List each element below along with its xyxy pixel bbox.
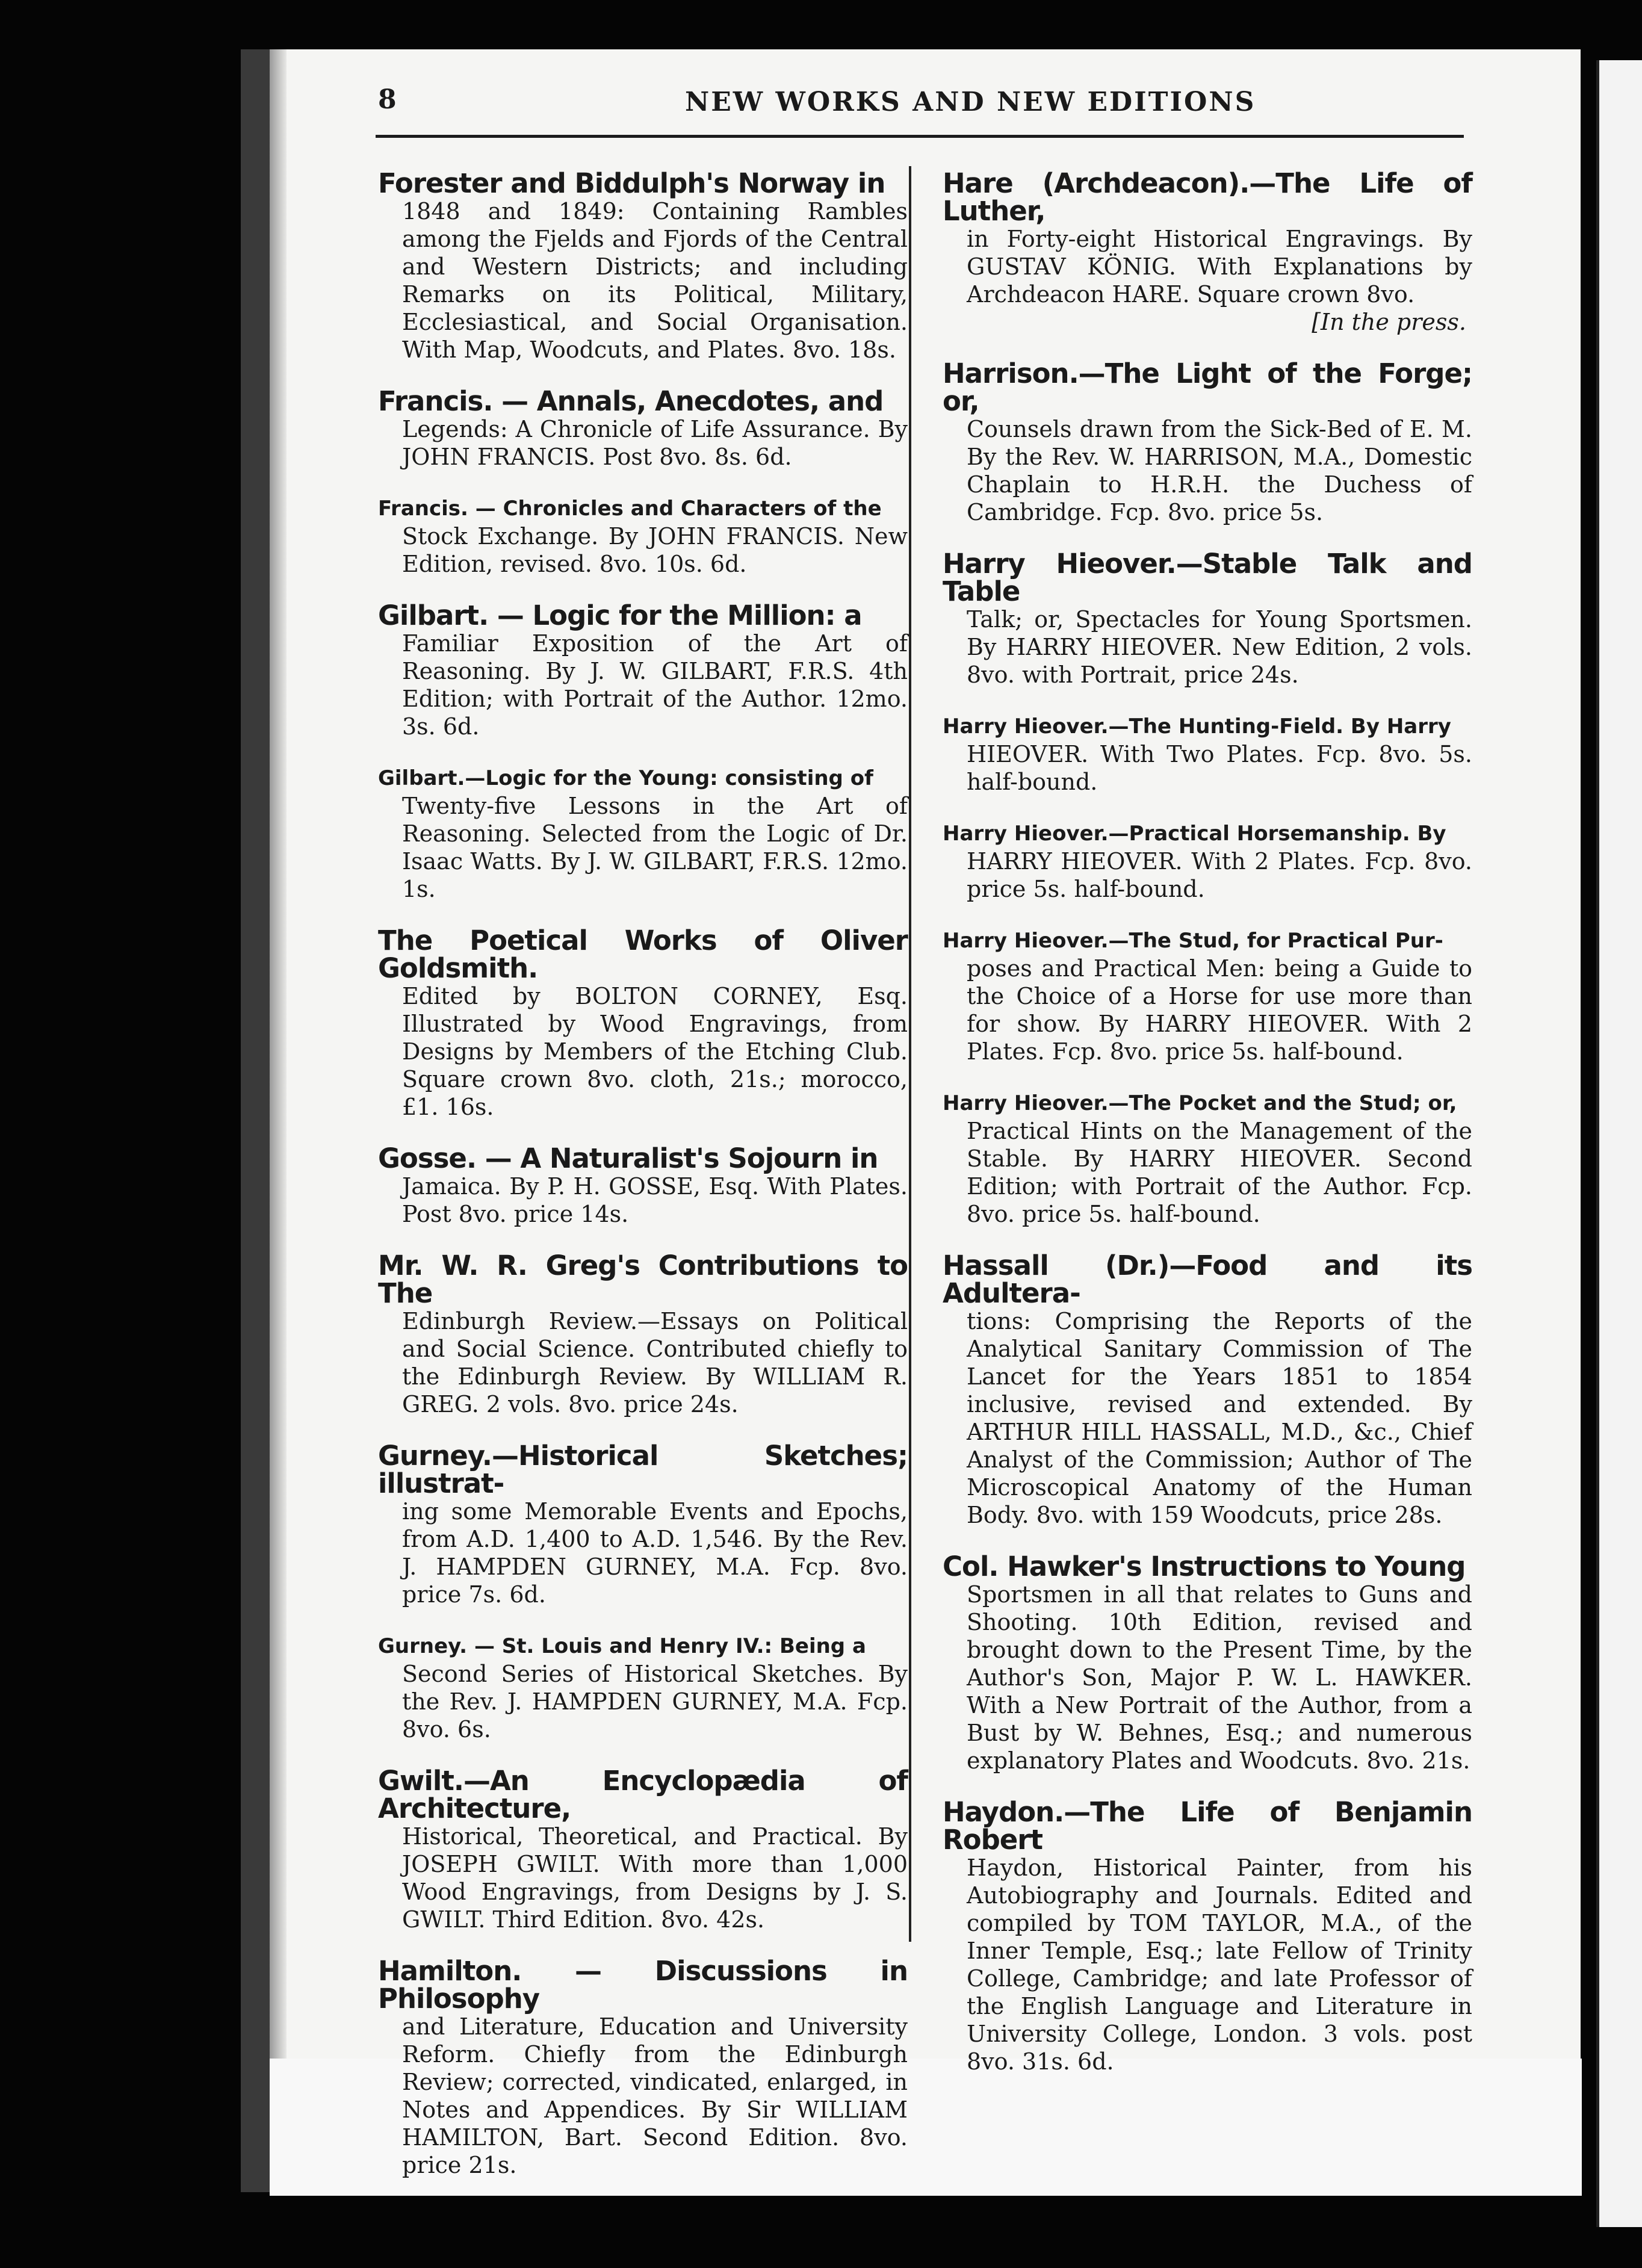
entry-heading: Col. Hawker's Instructions to Young [943, 1551, 1466, 1582]
entry-body: Historical, Theoretical, and Practical. By JOSEPH GWILT. With more than 1,000 Wood Engravings, from Designs by J. S. GWILT. Third Edition. 8vo. 42s. [402, 1823, 908, 1933]
entry-heading: Gosse. — A Naturalist's Sojourn in [378, 1142, 878, 1174]
catalog-entry [943, 820, 1472, 903]
entry-body: Edited by BOLTON CORNEY, Esq. Illustrated by Wood Engravings, from Designs by Members of the Etching Club. Square crown 8vo. cloth, 21s.; morocco, £1. 16s. [402, 983, 908, 1120]
entry-heading: Hassall (Dr.)—Food and its Adultera- [943, 1250, 1472, 1309]
entry-body: Stock Exchange. By JOHN FRANCIS. New Edition, revised. 8vo. 10s. 6d. [402, 523, 908, 577]
entry-heading: Gurney. — St. Louis and Henry IV.: Being a [378, 1634, 866, 1658]
entry-heading: Gurney.—Historical Sketches; illustrat- [378, 1440, 908, 1499]
entry-heading: Forester and Biddulph's Norway in [378, 167, 885, 199]
catalog-entry [943, 927, 1472, 1065]
entry-heading: Gilbart. — Logic for the Million: a [378, 600, 862, 631]
next-page-edge [1596, 60, 1642, 2227]
entry-body: Edinburgh Review.—Essays on Political and Social Science. Contributed chiefly to the Edinburgh Review. By WILLIAM R. GREG. 2 vols. 8vo. price 24s. [402, 1308, 908, 1418]
entry-heading: Haydon.—The Life of Benjamin Robert [943, 1796, 1472, 1856]
catalog-entry [943, 550, 1472, 689]
entry-body: Legends: A Chronicle of Life Assurance. By JOHN FRANCIS. Post 8vo. 8s. 6d. [402, 416, 908, 470]
entry-body: Twenty-five Lessons in the Art of Reasoning. Selected from the Logic of Dr. Isaac Watts. By J. W. GILBART, F.R.S. 12mo. 1s. [402, 793, 908, 902]
header-rule [376, 135, 1464, 138]
catalog-entry [943, 1252, 1472, 1529]
column-divider [909, 166, 911, 1942]
entry-body: Familiar Exposition of the Art of Reasoning. By J. W. GILBART, F.R.S. 4th Edition; with Portrait of the Author. 12mo. 3s. 6d. [402, 630, 908, 740]
entry-heading: Francis. — Chronicles and Characters of the [378, 497, 882, 521]
catalog-entry [378, 1252, 908, 1418]
catalog-entry [378, 167, 908, 364]
page-header [378, 84, 1461, 123]
catalog-entry [378, 764, 908, 903]
entry-body: poses and Practical Men: being a Guide to the Choice of a Horse for use more than for show. By HARRY HIEOVER. With 2 Plates. Fcp. 8vo. price 5s. half-bound. [967, 955, 1472, 1065]
catalog-entry [943, 713, 1472, 796]
press-note: [In the press. [1312, 309, 1466, 335]
entry-heading: Hare (Archdeacon).—The Life of Luther, [943, 167, 1472, 227]
page-number: 8 [378, 84, 397, 115]
catalog-entry [943, 1796, 1472, 2075]
entry-heading: Harry Hieover.—Practical Horsemanship. By [943, 822, 1446, 846]
entry-heading: Harry Hieover.—The Hunting-Field. By Harry [943, 714, 1451, 739]
entry-body: Sportsmen in all that relates to Guns and Shooting. 10th Edition, revised and brought down to the Present Time, by the Author's Son, Major P. W. L. HAWKER. With a New Portrait of the Author, from a Bust by W. Behnes, Esq.; and numerous explanatory Plates and Woodcuts. 8vo. 21s. [967, 1581, 1472, 1774]
entry-heading: The Poetical Works of Oliver Goldsmith. [378, 925, 908, 984]
catalog-entry [378, 385, 908, 471]
catalog-entry [378, 1767, 908, 1933]
entry-body: Counsels drawn from the Sick-Bed of E. M. By the Rev. W. HARRISON, M.A., Domestic Chaplain to H.R.H. the Duchess of Cambridge. Fcp. 8vo. price 5s. [967, 416, 1472, 525]
entry-body: Talk; or, Spectacles for Young Sportsmen. By HARRY HIEOVER. New Edition, 2 vols. 8vo. with Portrait, price 24s. [967, 606, 1472, 688]
right-column [943, 167, 1472, 2099]
entry-body: Haydon, Historical Painter, from his Autobiography and Journals. Edited and compiled by TOM TAYLOR, M.A., of the Inner Temple, Esq.; late Fellow of Trinity College, Cambridge; and late Professor of the English Language and Literature in University College, London. 3 vols. post 8vo. 31s. 6d. [967, 1854, 1472, 2075]
entry-heading: Francis. — Annals, Anecdotes, and [378, 385, 884, 417]
binding-shadow [241, 49, 270, 2192]
entry-body: HIEOVER. With Two Plates. Fcp. 8vo. 5s. half-bound. [967, 741, 1472, 795]
entry-body: in Forty-eight Historical Engravings. By GUSTAV KÖNIG. With Explanations by Archdeacon HARE. Square crown 8vo. [967, 226, 1472, 308]
catalog-entry [943, 1553, 1472, 1774]
running-title: NEW WORKS AND NEW EDITIONS [685, 87, 1256, 117]
entry-body: Second Series of Historical Sketches. By the Rev. J. HAMPDEN GURNEY, M.A. Fcp. 8vo. 6s. [402, 1661, 908, 1743]
catalog-entry [378, 927, 908, 1121]
entry-body: ing some Memorable Events and Epochs, from A.D. 1,400 to A.D. 1,546. By the Rev. J. HAMPDEN GURNEY, M.A. Fcp. 8vo. price 7s. 6d. [402, 1498, 908, 1608]
catalog-entry [378, 1142, 908, 1228]
entry-body: Practical Hints on the Management of the Stable. By HARRY HIEOVER. Second Edition; with Portrait of the Author. Fcp. 8vo. price 5s. half-bound. [967, 1118, 1472, 1227]
entry-heading: Hamilton. — Discussions in Philosophy [378, 1955, 908, 2015]
entry-heading: Gwilt.—An Encyclopædia of Architecture, [378, 1765, 908, 1824]
entry-body: HARRY HIEOVER. With 2 Plates. Fcp. 8vo. price 5s. half-bound. [967, 848, 1472, 902]
entry-body: tions: Comprising the Reports of the Analytical Sanitary Commission of The Lancet for the Years 1851 to 1854 inclusive, revised and extended. By ARTHUR HILL HASSALL, M.D., &c., Chief Analyst of the Commission; Author of The Microscopical Anatomy of the Human Body. 8vo. with 159 Woodcuts, price 28s. [967, 1308, 1472, 1528]
entry-heading: Gilbart.—Logic for the Young: consisting of [378, 766, 873, 790]
catalog-entry [378, 495, 908, 578]
entry-heading: Harry Hieover.—The Pocket and the Stud; or, [943, 1091, 1457, 1115]
catalog-entry [378, 1632, 908, 1743]
catalog-entry [943, 1089, 1472, 1228]
entry-heading: Harry Hieover.—The Stud, for Practical Pur- [943, 929, 1443, 953]
entry-heading: Harrison.—The Light of the Forge; or, [943, 358, 1472, 417]
catalog-entry [943, 167, 1472, 336]
entry-body: and Literature, Education and University Reform. Chiefly from the Edinburgh Review; corrected, vindicated, enlarged, in Notes and Appendices. By Sir WILLIAM HAMILTON, Bart. Second Edition. 8vo. price 21s. [402, 2013, 908, 2178]
entry-body: Jamaica. By P. H. GOSSE, Esq. With Plates. Post 8vo. price 14s. [402, 1173, 908, 1227]
catalog-entry [378, 1442, 908, 1608]
catalog-entry [378, 1957, 908, 2179]
catalog-entry [943, 360, 1472, 526]
entry-body: 1848 and 1849: Containing Rambles among the Fjelds and Fjords of the Central and Western Districts; and including Remarks on its Political, Military, Ecclesiastical, and Social Organisation. With Map, Woodcuts, and Plates. 8vo. 18s. [402, 198, 908, 363]
catalog-entry [378, 602, 908, 740]
entry-heading: Mr. W. R. Greg's Contributions to The [378, 1250, 908, 1309]
left-column [378, 167, 908, 2203]
entry-heading: Harry Hieover.—Stable Talk and Table [943, 548, 1472, 607]
